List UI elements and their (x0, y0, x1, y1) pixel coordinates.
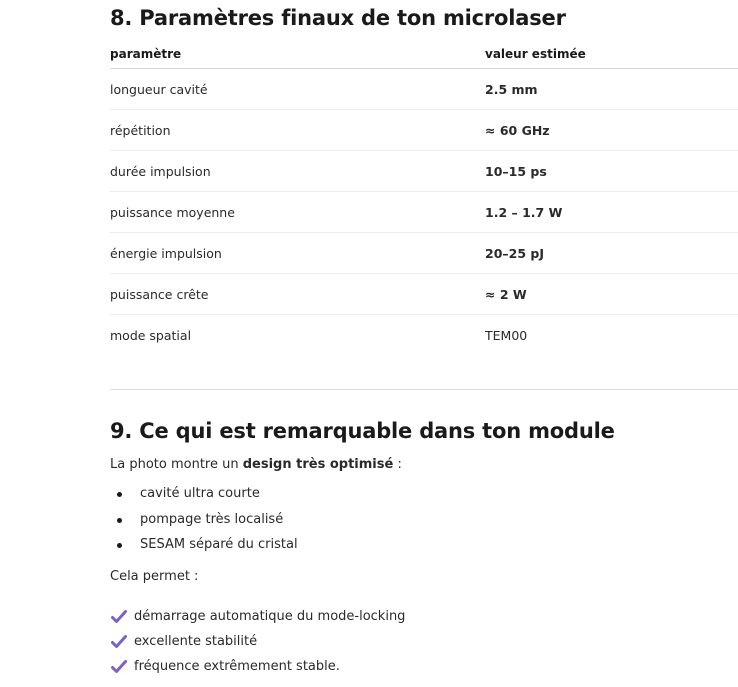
table-row (110, 151, 738, 192)
value-cell: 20–25 pJ (485, 233, 738, 274)
table-row (110, 192, 738, 233)
header-parametre: paramètre (110, 40, 485, 69)
value-cell: ≈ 60 GHz (485, 110, 738, 151)
section-divider (110, 389, 738, 390)
list-item (110, 607, 405, 632)
list-item (110, 510, 298, 536)
param-cell: puissance crête (110, 274, 485, 315)
param-cell: mode spatial (110, 327, 192, 343)
bullet-icon (117, 543, 122, 548)
check-mark-icon (111, 610, 127, 624)
param-cell: durée impulsion (110, 151, 485, 192)
param-cell: répétition (110, 110, 485, 151)
list-item (110, 535, 298, 561)
table-row (110, 233, 738, 274)
table-row (110, 110, 738, 151)
bullet-text: SESAM séparé du cristal (140, 537, 298, 552)
section-9-heading: 9. Ce qui est remarquable dans ton module (110, 419, 615, 443)
feature-bullet-list (110, 484, 298, 561)
table-row (110, 69, 738, 110)
check-text: fréquence extrêmement stable. (134, 659, 340, 674)
parameters-table (110, 40, 738, 355)
param-cell: longueur cavité (110, 69, 485, 110)
benefit-check-list (110, 607, 405, 682)
intro-paragraph (110, 457, 402, 472)
param-cell: énergie impulsion (110, 233, 485, 274)
value-cell: 1.2 – 1.7 W (485, 192, 738, 233)
section-8-heading: 8. Paramètres finaux de ton microlaser (110, 6, 566, 30)
bullet-text: cavité ultra courte (140, 486, 260, 501)
list-item (110, 632, 405, 657)
header-valeur-estimee: valeur estimée (485, 40, 738, 69)
intro-suffix: : (393, 457, 402, 472)
intro-prefix: La photo montre un (110, 457, 243, 472)
intro-bold: design très optimisé (242, 457, 394, 472)
check-text: démarrage automatique du mode-locking (134, 609, 406, 624)
table-row (110, 274, 738, 315)
bullet-text: pompage très localisé (140, 511, 284, 527)
check-mark-icon (111, 660, 127, 674)
check-mark-icon (111, 635, 127, 649)
list-item (110, 484, 298, 510)
list-item (110, 657, 405, 682)
cela-permet-paragraph: Cela permet : (110, 569, 199, 584)
value-cell: ≈ 2 W (485, 274, 738, 315)
table-row (110, 315, 738, 356)
value-cell: 10–15 ps (485, 151, 738, 192)
param-cell: puissance moyenne (110, 192, 485, 233)
bullet-icon (117, 518, 122, 523)
check-text: excellente stabilité (134, 634, 258, 649)
table-header-row (110, 40, 738, 69)
value-cell: 2.5 mm (485, 69, 738, 110)
bullet-icon (117, 492, 122, 497)
value-cell: TEM00 (485, 327, 528, 343)
